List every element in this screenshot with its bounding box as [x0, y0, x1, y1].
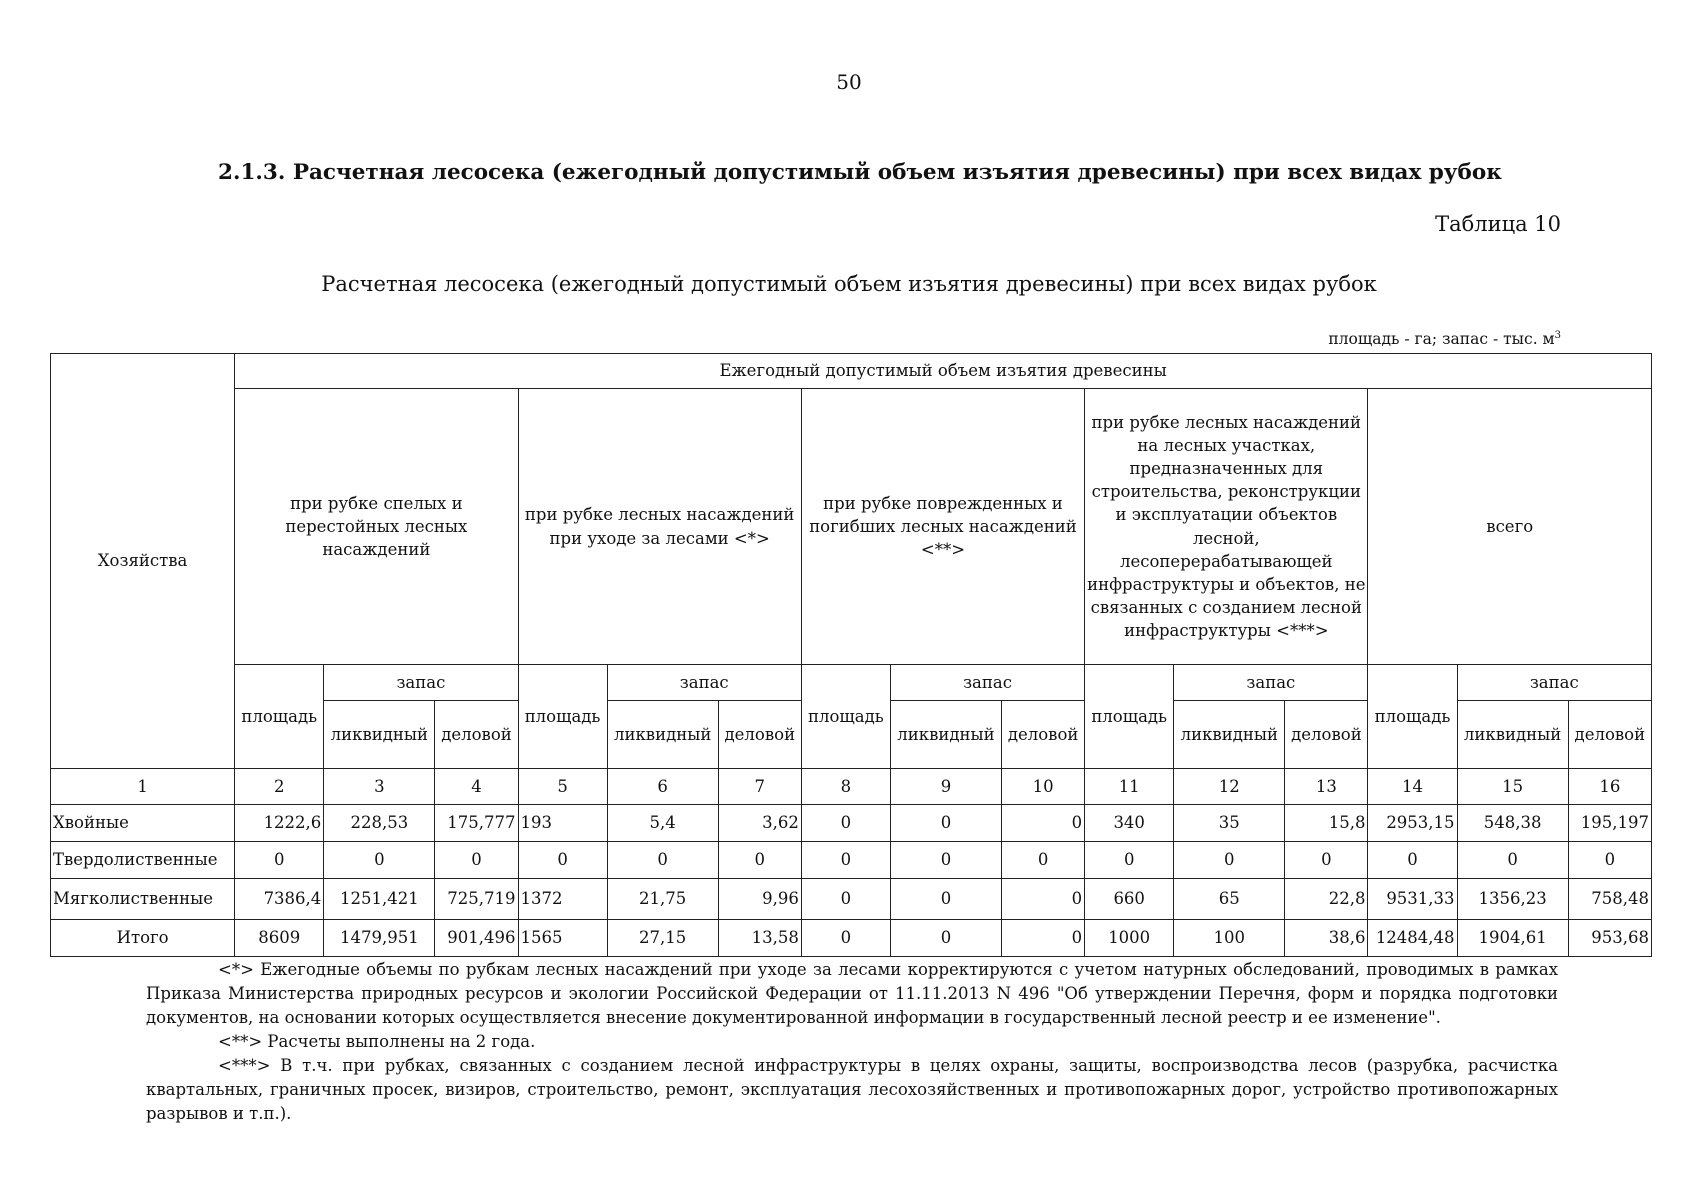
column-number: 3: [324, 769, 435, 805]
table-cell: 340: [1085, 805, 1174, 842]
table-cell: 7386,4: [235, 879, 324, 920]
column-number: 5: [518, 769, 607, 805]
table-row: [51, 842, 1652, 879]
table-cell: 1000: [1085, 920, 1174, 957]
header-liquid: ликвидный: [1174, 701, 1285, 769]
table-cell: 22,8: [1285, 879, 1368, 920]
footnote-3: <***> В т.ч. при рубках, связанных с созданием лесной инфраструктуры в целях охраны, защиты, воспроизводства лесов (разрубка, расчистка квартальных, граничных просек, визиров, строительство, ремонт, эксплуатация лесохозяйственных и противопожарных дорог, устройство противопожарных разрывов и т.п.).: [146, 1056, 1558, 1123]
table-cell: 12484,48: [1368, 920, 1457, 957]
table-cell: 15,8: [1285, 805, 1368, 842]
header-liquid: ликвидный: [607, 701, 718, 769]
table-cell: 9531,33: [1368, 879, 1457, 920]
table-cell: 5,4: [607, 805, 718, 842]
header-area: площадь: [801, 665, 890, 769]
table-cell: 0: [1174, 842, 1285, 879]
column-number: 15: [1457, 769, 1568, 805]
column-number: 11: [1085, 769, 1174, 805]
header-stock: запас: [1174, 665, 1368, 701]
header-stock: запас: [324, 665, 518, 701]
table-cell: 0: [1457, 842, 1568, 879]
table-cell: 0: [235, 842, 324, 879]
subheader-row: [51, 665, 1652, 701]
table-cell: 548,38: [1457, 805, 1568, 842]
footnote-1: <*> Ежегодные объемы по рубкам лесных насаждений при уходе за лесами корректируются с учетом натурных обследований, проводимых в рамках Приказа Министерства природных ресурсов и экологии Российской Федерации от 11.11.2013 N 496 "Об утверждении Перечня, форм и порядка подготовки документов, на основании которых осуществляется внесение документированной информации в государственный лесной реестр и ее изменение".: [146, 960, 1558, 1027]
table-cell: 1251,421: [324, 879, 435, 920]
table-cell: 0: [1002, 920, 1085, 957]
table-cell: 35: [1174, 805, 1285, 842]
table-cell: 0: [718, 842, 801, 879]
table-cell: 228,53: [324, 805, 435, 842]
header-area: площадь: [235, 665, 324, 769]
table-cell: 100: [1174, 920, 1285, 957]
table-cell: 0: [1368, 842, 1457, 879]
column-number: 14: [1368, 769, 1457, 805]
column-number: 8: [801, 769, 890, 805]
table-number: Таблица 10: [1435, 212, 1561, 236]
units-superscript: 3: [1554, 330, 1561, 341]
table-cell: 1222,6: [235, 805, 324, 842]
table-cell: 195,197: [1568, 805, 1651, 842]
group-header-damaged: при рубке поврежденных и погибших лесных насаждений <**>: [801, 389, 1084, 665]
table-cell: 0: [324, 842, 435, 879]
table-cell: 0: [607, 842, 718, 879]
column-number: 10: [1002, 769, 1085, 805]
row-label: Хвойные: [51, 805, 235, 842]
table-cell: 0: [801, 842, 890, 879]
footnotes: [146, 958, 1558, 1126]
table-cell: 0: [1285, 842, 1368, 879]
table-cell: 1565: [518, 920, 607, 957]
table-cell: 0: [518, 842, 607, 879]
table-row: [51, 879, 1652, 920]
table-cell: 0: [890, 920, 1001, 957]
header-business: деловой: [1285, 701, 1368, 769]
table-cell: 1372: [518, 879, 607, 920]
header-business: деловой: [435, 701, 518, 769]
table-row-total: [51, 920, 1652, 957]
column-number: 9: [890, 769, 1001, 805]
header-stock: запас: [890, 665, 1084, 701]
row-label: Итого: [51, 920, 235, 957]
header-annual-volume: Ежегодный допустимый объем изъятия древесины: [235, 354, 1652, 389]
table-cell: 0: [1085, 842, 1174, 879]
section-title: 2.1.3. Расчетная лесосека (ежегодный допустимый объем изъятия древесины) при всех видах рубок: [218, 160, 1502, 185]
header-area: площадь: [1368, 665, 1457, 769]
page-number: 50: [836, 70, 862, 94]
table-cell: 9,96: [718, 879, 801, 920]
table-cell: 0: [435, 842, 518, 879]
group-header-row: [51, 389, 1652, 665]
footnote-2: <**> Расчеты выполнены на 2 года.: [218, 1032, 536, 1051]
table-cell: 3,62: [718, 805, 801, 842]
table-cell: 193: [518, 805, 607, 842]
header-business: деловой: [1568, 701, 1651, 769]
units-text: площадь - га; запас - тыс. м: [1328, 330, 1555, 349]
table-cell: 2953,15: [1368, 805, 1457, 842]
group-header-total: всего: [1368, 389, 1652, 665]
column-number: 16: [1568, 769, 1651, 805]
table-cell: 1479,951: [324, 920, 435, 957]
group-header-infrastructure: при рубке лесных насаждений на лесных участках, предназначенных для строительства, реконструкции и эксплуатации объектов лесной, лесоперерабатывающей инфраструктуры и объектов, не связанных с созданием лесной инфраструктуры <***>: [1085, 389, 1368, 665]
table-cell: 0: [1002, 805, 1085, 842]
group-header-care: при рубке лесных насаждений при уходе за лесами <*>: [518, 389, 801, 665]
header-stock: запас: [607, 665, 801, 701]
column-number-row: [51, 769, 1652, 805]
table-cell: 0: [1568, 842, 1651, 879]
header-stock: запас: [1457, 665, 1651, 701]
table-cell: 901,496: [435, 920, 518, 957]
table-cell: 175,777: [435, 805, 518, 842]
row-label: Твердолиственные: [51, 842, 235, 879]
header-liquid: ликвидный: [324, 701, 435, 769]
table-cell: 0: [890, 842, 1001, 879]
table-cell: 38,6: [1285, 920, 1368, 957]
table-cell: 0: [801, 879, 890, 920]
table-cell: 21,75: [607, 879, 718, 920]
column-number: 4: [435, 769, 518, 805]
table-cell: 8609: [235, 920, 324, 957]
column-number: 13: [1285, 769, 1368, 805]
header-farms: Хозяйства: [51, 354, 235, 769]
table-cell: 1356,23: [1457, 879, 1568, 920]
table-cell: 27,15: [607, 920, 718, 957]
group-header-mature: при рубке спелых и перестойных лесных насаждений: [235, 389, 518, 665]
row-label: Мягколиственные: [51, 879, 235, 920]
header-area: площадь: [518, 665, 607, 769]
table-cell: 0: [801, 920, 890, 957]
table-cell: 0: [890, 805, 1001, 842]
header-business: деловой: [718, 701, 801, 769]
table-cell: 13,58: [718, 920, 801, 957]
table-cell: 65: [1174, 879, 1285, 920]
table-cell: 0: [1002, 879, 1085, 920]
table-title: Расчетная лесосека (ежегодный допустимый объем изъятия древесины) при всех видах рубок: [321, 272, 1377, 296]
column-number: 1: [51, 769, 235, 805]
column-number: 7: [718, 769, 801, 805]
units-note: [1328, 330, 1561, 348]
table-cell: 758,48: [1568, 879, 1651, 920]
header-liquid: ликвидный: [890, 701, 1001, 769]
table-cell: 725,719: [435, 879, 518, 920]
header-business: деловой: [1002, 701, 1085, 769]
table-cell: 0: [1002, 842, 1085, 879]
table-cell: 0: [801, 805, 890, 842]
table-cell: 953,68: [1568, 920, 1651, 957]
column-number: 2: [235, 769, 324, 805]
column-number: 12: [1174, 769, 1285, 805]
table-cell: 1904,61: [1457, 920, 1568, 957]
column-number: 6: [607, 769, 718, 805]
table-cell: 0: [890, 879, 1001, 920]
table-cell: 660: [1085, 879, 1174, 920]
allowable-cut-table: [50, 353, 1652, 957]
header-liquid: ликвидный: [1457, 701, 1568, 769]
header-area: площадь: [1085, 665, 1174, 769]
table-row: [51, 805, 1652, 842]
